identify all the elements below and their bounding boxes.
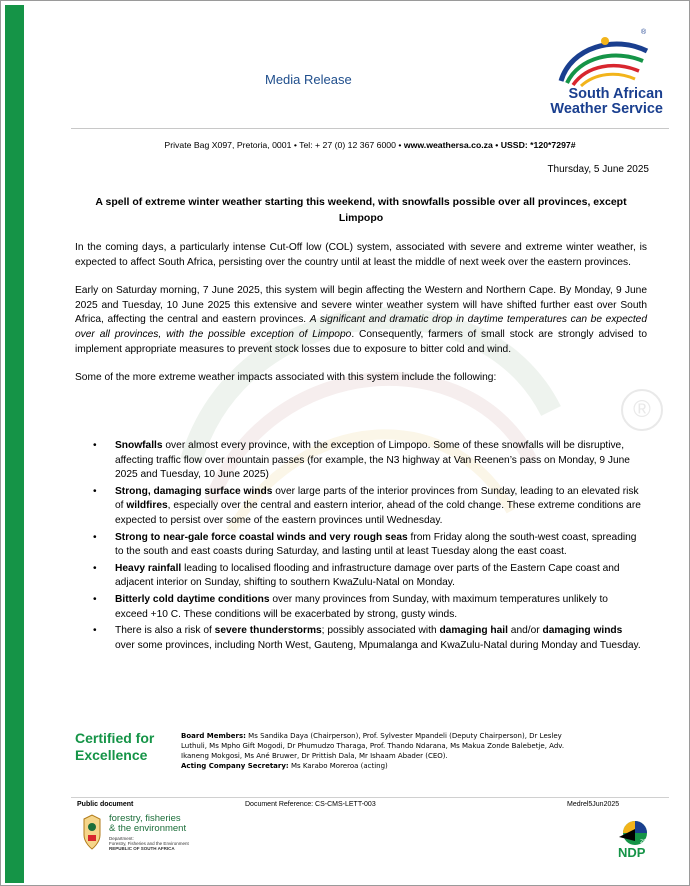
public-document-label: Public document — [77, 801, 134, 808]
department-logo — [109, 814, 219, 851]
ndp-year: 2030 — [640, 839, 653, 845]
ndp-2030-logo-icon — [613, 819, 657, 859]
dept-sub-2: Forestry, Fisheries and the Environment — [109, 841, 189, 846]
list-item — [91, 531, 643, 560]
paragraph-2-italic: A significant and dramatic drop in daytime temperatures can be expected over all provinces, with the possible exception of Limpopo — [75, 314, 647, 340]
document-code: Medrel5Jun2025 — [567, 801, 620, 808]
bullet-icon: • — [93, 593, 97, 605]
bullet-icon: • — [93, 440, 97, 451]
bullet-text: over many provinces from Sunday, with maximum temperatures unlikely to exceed +10 C. These conditions will be exacerbated by strong, gusty winds. — [115, 593, 608, 620]
list-item — [91, 439, 643, 483]
board-text: Ms Sandika Daya (Chairperson), Prof. Sylvester Mpandeli (Deputy Chairperson), Dr Lesley Luthuli, Ms Mpho Gift Mogodi, Dr Phumudzo Tharaga, Prof. Thando Ndarana, Ms Makua Zonde Balebetje, Adv. Ikaneng Mokgosi, Ms Ané Bruwer, Dr Prittish Dala, Mr Ishaam Abader (CEO). — [181, 732, 565, 760]
bullet-bold: wildfires — [126, 500, 168, 512]
bullet-bold: damaging winds — [542, 625, 623, 637]
bullet-icon: • — [93, 531, 97, 543]
ussd-code: • USSD: *120*7297# — [492, 140, 576, 150]
media-release-label: Media Release — [265, 72, 352, 87]
release-title: A spell of extreme winter weather starting this weekend, with snowfalls possible over all provinces, except Limpopo — [95, 196, 627, 224]
bullet-text: There is also a risk of — [115, 625, 215, 637]
dept-name-line2: & the environment — [109, 823, 187, 834]
green-side-bar — [5, 5, 24, 883]
certified-for-excellence — [75, 730, 154, 764]
bullet-bold: Strong to near-gale force coastal winds and very rough seas — [115, 531, 408, 543]
dept-sub-1: Department: — [109, 836, 134, 841]
impact-list — [91, 439, 643, 655]
bullet-bold: Heavy rainfall — [115, 562, 182, 574]
bullet-text: , especially over the central and eastern interior, ahead of the cold change. These extreme conditions are expected to persist over some of the eastern provinces until Wednesday. — [115, 500, 641, 526]
logo-text-line1: South African — [568, 86, 663, 102]
list-item — [91, 562, 643, 591]
bullet-bold: Snowfalls — [115, 440, 163, 451]
paragraph-2 — [75, 284, 647, 357]
postal-address: Private Bag X097, Pretoria, 0001 • Tel: + 27 (0) 12 367 6000 • — [164, 140, 404, 150]
bullet-text: from Friday along the south-west coast, spreading to the south and east coasts during Saturday, and lasting until at least Tuesday along the east coast. — [115, 531, 637, 558]
paragraph-1: In the coming days, a particularly intense Cut-Off low (COL) system, associated with severe and extreme winter weather, is expected to affect South Africa, persisting over the country until at least the middle of next week over the eastern provinces. — [75, 242, 647, 268]
bullet-bold: damaging hail — [439, 625, 508, 637]
bullet-text: leading to localised flooding and infrastructure damage over parts of the Eastern Cape coast and adjacent interior on Sunday, shifting to southern KwaZulu-Natal on Monday. — [115, 562, 620, 589]
bullet-text: over large parts of the interior provinces from Sunday, leading to an elevated risk of — [115, 485, 639, 512]
contact-line — [71, 140, 669, 150]
bullet-bold: severe thunderstorms — [214, 625, 322, 637]
dept-sub-3: REPUBLIC OF SOUTH AFRICA — [109, 846, 175, 851]
board-label: Board Members: — [181, 732, 246, 740]
bullet-icon: • — [93, 485, 97, 497]
release-body — [75, 241, 647, 400]
bullet-bold: Bitterly cold daytime conditions — [115, 593, 270, 605]
paragraph-2-part-c: . Consequently, farmers of small stock are strongly advised to implement appropriate measures to prevent stock losses due to exposure to bitter cold and wind. — [75, 328, 647, 355]
bullet-text: ; possibly associated with — [321, 625, 440, 637]
bullet-bold: Strong, damaging surface winds — [115, 485, 273, 497]
website-link[interactable]: www.weathersa.co.za — [403, 140, 493, 150]
release-date: Thursday, 5 June 2025 — [547, 164, 649, 175]
paragraph-3: Some of the more extreme weather impacts associated with this system include the following: — [75, 372, 497, 384]
bullet-icon: • — [93, 625, 97, 637]
bullet-text: over some provinces, including North West, Gauteng, Mpumalanga and KwaZulu-Natal during Monday and Tuesday. — [115, 639, 641, 651]
header-divider — [71, 128, 669, 129]
cert-line-2: Excellence — [75, 747, 148, 763]
document-reference: Document Reference: CS-CMS-LETT-003 — [245, 801, 376, 808]
cert-line-1: Certified for — [75, 730, 155, 746]
saws-swoosh-icon — [553, 29, 653, 87]
coat-of-arms-icon — [81, 813, 103, 853]
dept-name-line1: forestry, fisheries — [109, 813, 181, 824]
logo-text-line2: Weather Service — [550, 101, 663, 117]
saws-logo — [535, 29, 665, 121]
paragraph-2-part-a: Early on Saturday morning, 7 June 2025, this system will begin affecting the Western and Northern Cape. By Monday, 9 June 2025 and Tuesday, 10 June 2025 this extensive and severe winter weather system will have shifted further east over South Africa, affecting the central and eastern provinces. — [75, 285, 647, 326]
bullet-text: over almost every province, with the exception of Limpopo. Some of these snowfalls will be disruptive, affecting traffic flow over mountain passes (for example, the N3 highway at Van Reenen’s pass on Monday, 9 June 2025 and Tuesday, 10 June 2025) — [115, 440, 630, 481]
bullet-icon: • — [93, 562, 97, 574]
registered-mark: ® — [641, 29, 647, 36]
secretary-text: Ms Karabo Moreroa (acting) — [288, 762, 388, 770]
list-item — [91, 485, 643, 529]
dept-subtitle — [109, 836, 219, 851]
board-members — [181, 731, 571, 771]
secretary-label: Acting Company Secretary: — [181, 762, 289, 770]
list-item — [91, 593, 643, 622]
bullet-text: and/or — [507, 625, 543, 637]
ndp-label: NDP — [618, 845, 646, 859]
footer-divider — [71, 797, 669, 798]
list-item — [91, 624, 643, 653]
registered-watermark-icon: ® — [621, 389, 663, 431]
